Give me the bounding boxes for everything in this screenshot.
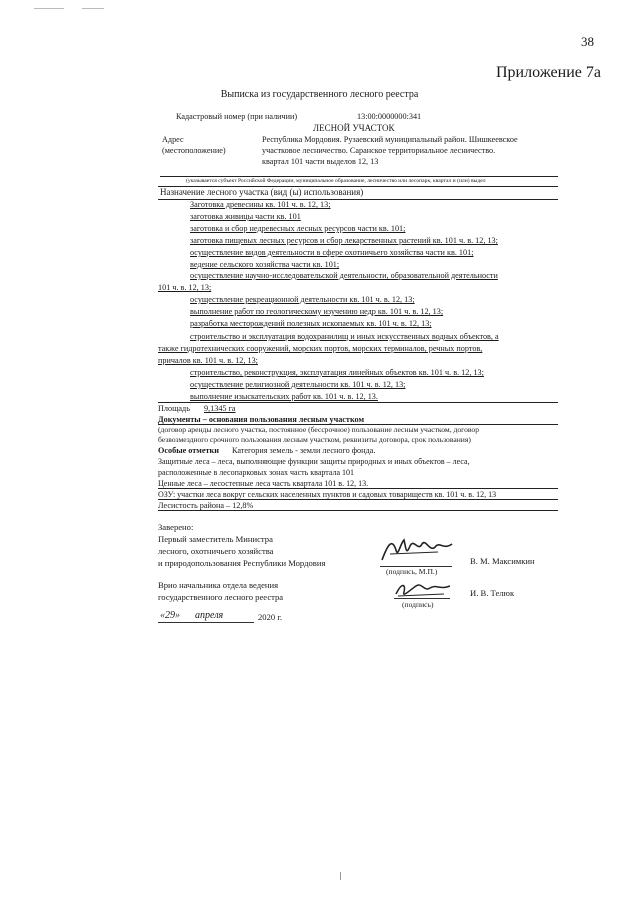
cadastral-number: 13:00:0000000:341 (357, 112, 422, 121)
address-label-sub: (местоположение) (162, 146, 226, 155)
scan-mark (82, 8, 104, 9)
signature-1 (378, 534, 458, 568)
date-month: апреля (195, 610, 224, 621)
special-value: Категория земель - земли лесного фонда. (232, 446, 376, 455)
protective-forests: Защитные леса – леса, выполняющие функции защиты природных и иных объектов – леса, (158, 457, 470, 466)
purpose-item: заготовка и сбор недревесных лесных ресурсов части кв. 101; (190, 224, 406, 233)
appendix-label: Приложение 7а (496, 64, 601, 81)
purpose-item: ведение сельского хозяйства части кв. 101; (190, 260, 340, 269)
purpose-item-cont: причалов кв. 101 ч. в. 12, 13; (158, 356, 258, 365)
docs-note: безвозмездного срочного пользования лесным участком, реквизиты договора, срок пользования) (158, 435, 471, 444)
signature-caption: (подпись, М.П.) (386, 567, 438, 576)
area-value: 9,1345 га (204, 404, 236, 413)
purpose-item: строительство и эксплуатация водохранилищ и иных искусственных водных объектов, а (190, 332, 499, 341)
ozu-note: ОЗУ: участки леса вокруг сельских населенных пунктов и садовых товариществ кв. 101 ч. в. 12, 13 (158, 490, 497, 499)
signature-caption: (подпись) (402, 600, 434, 609)
protective-forests-cont: расположенные в лесопарковых зонах часть квартала 101 (158, 468, 355, 477)
divider (160, 176, 558, 177)
page-number: 38 (581, 34, 594, 49)
purpose-item: выполнение работ по геологическому изучению недр кв. 101 ч. в. 12, 13; (190, 307, 444, 316)
document-title: Выписка из государственного лесного реестра (220, 89, 419, 100)
signer1-position: лесного, охотничьего хозяйства (158, 546, 274, 556)
section-title: ЛЕСНОЙ УЧАСТОК (313, 123, 395, 133)
area-label: Площадь (158, 404, 190, 413)
address-line: Республика Мордовия. Рузаевский муниципальный район. Шишкеевское (262, 135, 518, 144)
purpose-item: заготовка живицы части кв. 101 (190, 212, 301, 221)
certified-label: Заверено: (158, 522, 194, 532)
purpose-item: Заготовка древесины кв. 101 ч. в. 12, 13; (190, 200, 331, 209)
purpose-item-cont: также гидротехнических сооружений, морских портов, морских терминалов, речных портов, (158, 344, 483, 353)
address-line: квартал 101 части выделов 12, 13 (262, 157, 379, 166)
purpose-item: выполнение изыскательских работ кв. 101 ч. в. 12, 13. (190, 392, 378, 401)
address-line: участковое лесничество. Саранское территориальное лесничество. (262, 146, 496, 155)
purpose-item-cont: 101 ч. в. 12, 13; (158, 283, 212, 292)
docs-title: Документы – основания пользования лесным участком (158, 415, 365, 424)
purpose-item: осуществление рекреационной деятельности кв. 101 ч. в. 12, 13; (190, 295, 415, 304)
docs-note: (договор аренды лесного участка, постоянное (бессрочное) пользование лесным участком, договор (158, 425, 480, 434)
date-line (158, 622, 254, 623)
purpose-item: разработка месторождений полезных ископаемых кв. 101 ч. в. 12, 13; (190, 319, 432, 328)
forest-cover: Лесистость района – 12,8% (158, 501, 254, 510)
date-day: «29» (160, 610, 180, 621)
purpose-item: осуществление видов деятельности в сфере охотничьего хозяйства части кв. 101; (190, 248, 474, 257)
signer1-name: В. М. Максимкин (470, 556, 535, 566)
signer2-name: И. В. Телюк (470, 588, 515, 598)
signer2-position: государственного лесного реестра (158, 592, 284, 602)
signer1-position: Первый заместитель Министра (158, 534, 273, 544)
scan-mark (340, 872, 347, 880)
purpose-item: осуществление религиозной деятельности кв. 101 ч. в. 12, 13; (190, 380, 406, 389)
purpose-item: строительство, реконструкция, эксплуатация линейных объектов кв. 101 ч. в. 12, 13; (190, 368, 484, 377)
valuable-forests: Ценные леса – лесостепные леса часть квартала 101 в. 12, 13. (158, 479, 369, 488)
date-year: 2020 г. (258, 612, 283, 622)
divider (158, 510, 558, 511)
signer2-position: Врио начальника отдела ведения (158, 580, 279, 590)
signer1-position: и природопользования Республики Мордовия (158, 558, 326, 568)
purpose-item: осуществление научно-исследовательской деятельности, образовательной деятельности (190, 271, 498, 280)
purpose-item: заготовка пищевых лесных ресурсов и сбор лекарственных растений кв. 101 ч. в. 12, 13; (190, 236, 498, 245)
address-note: (указывается субъект Российской Федерации, муниципальное образование, лесничество или лесопарк, квартал и (или) выдел (186, 178, 486, 184)
cadastral-label: Кадастровый номер (при наличии) (176, 112, 298, 121)
scan-mark (34, 8, 64, 9)
special-label: Особые отметки (158, 446, 219, 455)
purpose-header: Назначение лесного участка (вид (ы) использования) (160, 187, 364, 197)
address-label: Адрес (162, 135, 184, 144)
